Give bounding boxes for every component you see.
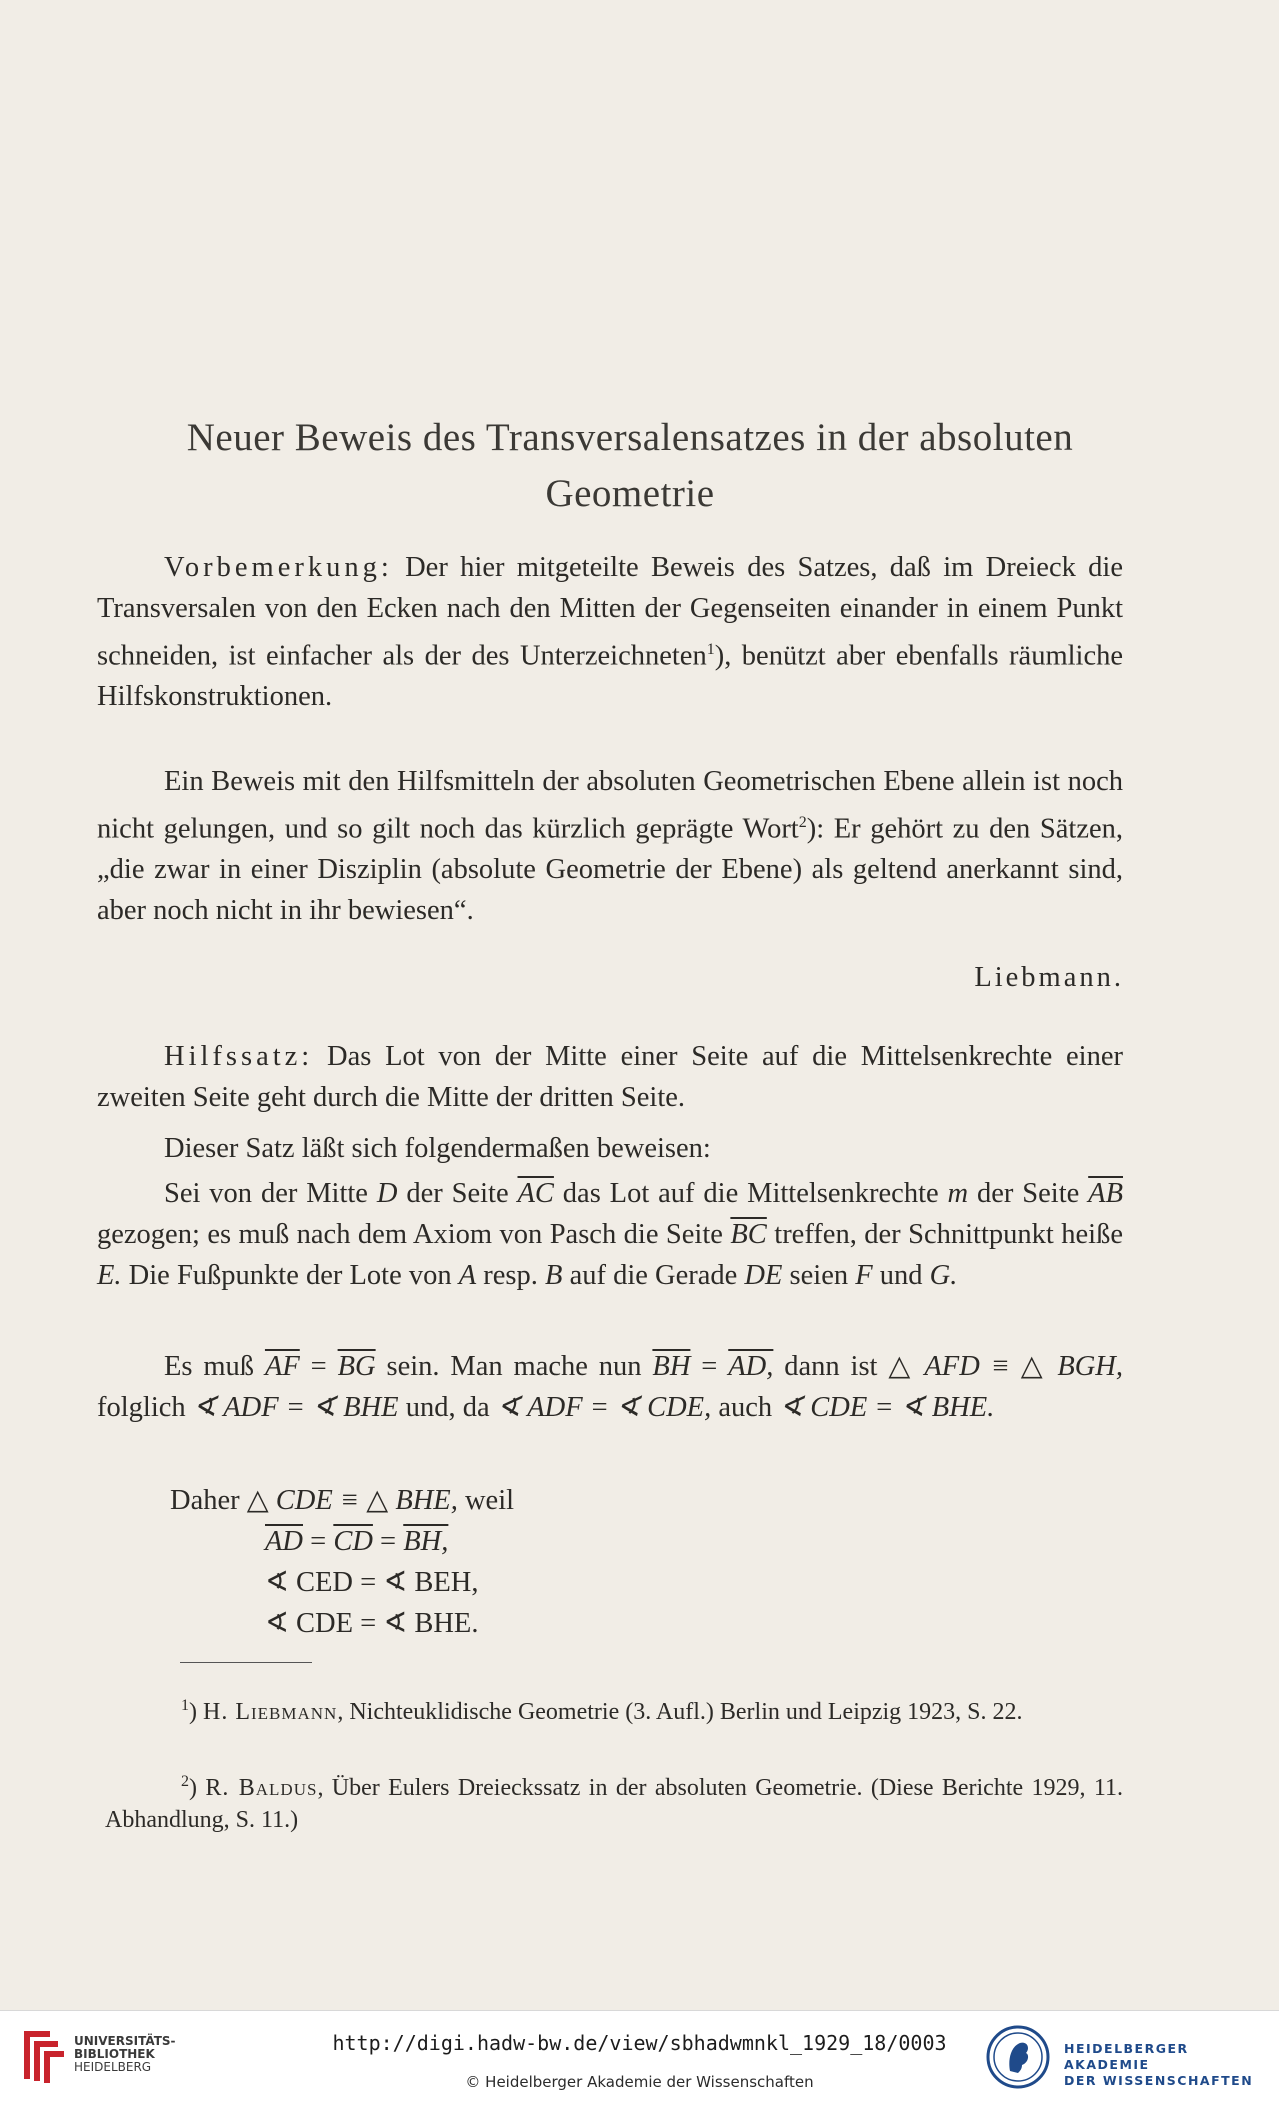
footnote-text: , Nichteuklidische Geometrie (3. Aufl.) Berlin und Leipzig 1923, S. 22. (337, 1699, 1023, 1725)
intro-paragraph-2 (97, 762, 1123, 932)
text: und (872, 1259, 930, 1291)
text: resp. (476, 1259, 546, 1291)
math-angle-equality-3: ∢ CDE = ∢ BHE. (779, 1391, 995, 1423)
footnote-1: $^1$) H. Liebmann, Nichteuklidische Geometrie (3. Aufl.) Berlin und Leipzig 1923, S. 22. (181, 1697, 1023, 1725)
math-BG: $\overline{BG}$ (337, 1351, 376, 1382)
text: gezogen; es muß nach dem Axiom von Pasch die Seite (97, 1218, 731, 1250)
academy-line-1: HEIDELBERGER AKADEMIE (1064, 2041, 1189, 2072)
math-BH: BH, (403, 1526, 449, 1557)
text: der Seite (397, 1178, 518, 1209)
text: der Seite (968, 1178, 1089, 1209)
vorbemerkung-paragraph (97, 548, 1123, 718)
text: Daher (170, 1485, 247, 1516)
text: treffen, der Schnittpunkt heiße (766, 1218, 1123, 1250)
math-BC: $\overline{BC}$ (730, 1218, 767, 1250)
hilfssatz-label: Hilfssatz: (164, 1041, 314, 1072)
title-line-1: Neuer Beweis des Transversalensatzes in der absoluten (186, 416, 1074, 459)
math-G: G. (929, 1259, 958, 1291)
text: = (299, 1351, 338, 1382)
title-line-2: Geometrie (545, 472, 715, 515)
daher-line (170, 1481, 770, 1522)
para2-text: Ein Beweis mit den Hilfsmitteln der absoluten Geometrischen Ebene allein ist noch nicht gelungen, und so gilt noch das kürzlich geprägte Wort (97, 766, 1123, 845)
viewer-footer (0, 2010, 1279, 2103)
math-congruence: △ CDE ≡ △ BHE, (246, 1485, 458, 1516)
proof-paragraph-1 (97, 1174, 1123, 1296)
text: und, da (398, 1391, 497, 1423)
math-A: A (458, 1259, 477, 1291)
text: = (372, 1526, 404, 1557)
math-D: D (376, 1178, 398, 1209)
math-B: B (545, 1259, 563, 1291)
footnote-ref-2: 2 (798, 813, 807, 831)
footnote-number: 1 (181, 1697, 189, 1714)
para2-text-after: ): Er gehört zu den Sätzen, „die zwar in einer Disziplin (absolute Geometrie der Ebene) als geltend anerkannt sind, aber noch nicht in ihr bewiesen“. (97, 813, 1124, 926)
text: Sei von der Mitte (164, 1178, 377, 1209)
math-DE: DE (744, 1259, 783, 1291)
text: Die Fußpunkte der Lote von (121, 1259, 459, 1291)
text: = (690, 1351, 729, 1382)
vorbemerkung-text: Der hier mitgeteilte Beweis des Satzes, daß im Dreieck die Transversalen von den Ecken nach den Mitten der Gegenseiten einander in einem Punkt schneiden, ist einfacher als der des Unterzeichneten (97, 552, 1123, 672)
proof-intro: Dieser Satz läßt sich folgendermaßen beweisen: (164, 1133, 711, 1164)
academy-line-2: DER WISSENSCHAFTEN (1064, 2073, 1254, 2088)
equation-line-3: ∢ CDE = ∢ BHE. (265, 1608, 479, 1639)
proof-paragraph-2 (97, 1347, 1123, 1429)
copyright-notice: © Heidelberger Akademie der Wissenschaften (465, 2073, 814, 2091)
page-title (90, 410, 1170, 522)
footnote-2: $^2$) R. Baldus, Über Eulers Dreieckssatz in der absoluten Geometrie. (Diese Berichte 1929, 11. Abhandlung, S. 11.) (105, 1773, 1124, 1833)
math-CD: $\overline{CD}$ (333, 1526, 373, 1557)
footnote-ref-1: 1 (706, 640, 715, 658)
hilfssatz-paragraph (97, 1037, 1123, 1119)
library-line-2: BIBLIOTHEK (74, 2047, 155, 2061)
footnote-author: R. Baldus (205, 1775, 318, 1801)
vorbemerkung-label: Vorbemerkung: (164, 552, 393, 583)
math-angle-equality-2: ∢ ADF = ∢ CDE, (496, 1391, 712, 1423)
library-line-1: UNIVERSITÄTS- (74, 2034, 176, 2048)
text: sein. Man mache nun (375, 1351, 653, 1382)
math-F: F (855, 1259, 873, 1291)
document-url[interactable]: http://digi.hadw-bw.de/view/sbhadwmnkl_1929_18/0003 (332, 2031, 947, 2055)
math-AF: $\overline{AF}$ (264, 1351, 300, 1382)
math-angle-equality-1: ∢ ADF = ∢ BHE (192, 1391, 399, 1423)
hilfssatz-text: Das Lot von der Mitte einer Seite auf die Mittelsenkrechte einer zweiten Seite geht durch die Mitte der dritten Seite. (97, 1041, 1123, 1113)
math-BH: $\overline{BH}$ (652, 1351, 691, 1382)
academy-seal-icon (986, 2025, 1050, 2089)
footnote-number: 2 (181, 1773, 189, 1790)
math-AD: $\overline{AD}$ (265, 1526, 303, 1557)
text: Es muß (164, 1351, 265, 1382)
text: das Lot auf die Mittelsenkrechte (553, 1178, 948, 1209)
text: = (303, 1526, 334, 1557)
equation-line-2: ∢ CED = ∢ BEH, (265, 1567, 479, 1598)
library-line-3: HEIDELBERG (74, 2060, 152, 2074)
text: auch (711, 1391, 780, 1423)
academy-name (1064, 2041, 1279, 2089)
signature: Liebmann. (974, 962, 1124, 993)
text: auf die Gerade (562, 1259, 745, 1291)
text: folglich (97, 1391, 193, 1423)
text: dann ist (773, 1351, 889, 1382)
footnote-divider (180, 1662, 312, 1663)
math-AB: $\overline{AB}$ (1088, 1178, 1123, 1209)
math-AD: AD, (728, 1351, 774, 1382)
equation-line-1 (265, 1522, 448, 1563)
math-triangle-congruence: △ AFD ≡ △ BGH, (888, 1351, 1124, 1382)
footnote-text: , Über Eulers Dreieckssatz in der absoluten Geometrie. (Diese Berichte 1929, 11. Abhandlung, S. 11.) (105, 1775, 1124, 1833)
text: seien (782, 1259, 856, 1291)
math-m: m (947, 1178, 969, 1209)
footnote-author: H. Liebmann (203, 1699, 338, 1725)
math-E: E. (97, 1259, 122, 1291)
vorbemerkung-text-after: ), benützt aber ebenfalls räumliche Hilfskonstruktionen. (97, 640, 1123, 712)
academy-seal-logo[interactable] (986, 2025, 1050, 2089)
math-AC: $\overline{AC}$ (517, 1178, 554, 1209)
text: weil (457, 1485, 515, 1516)
